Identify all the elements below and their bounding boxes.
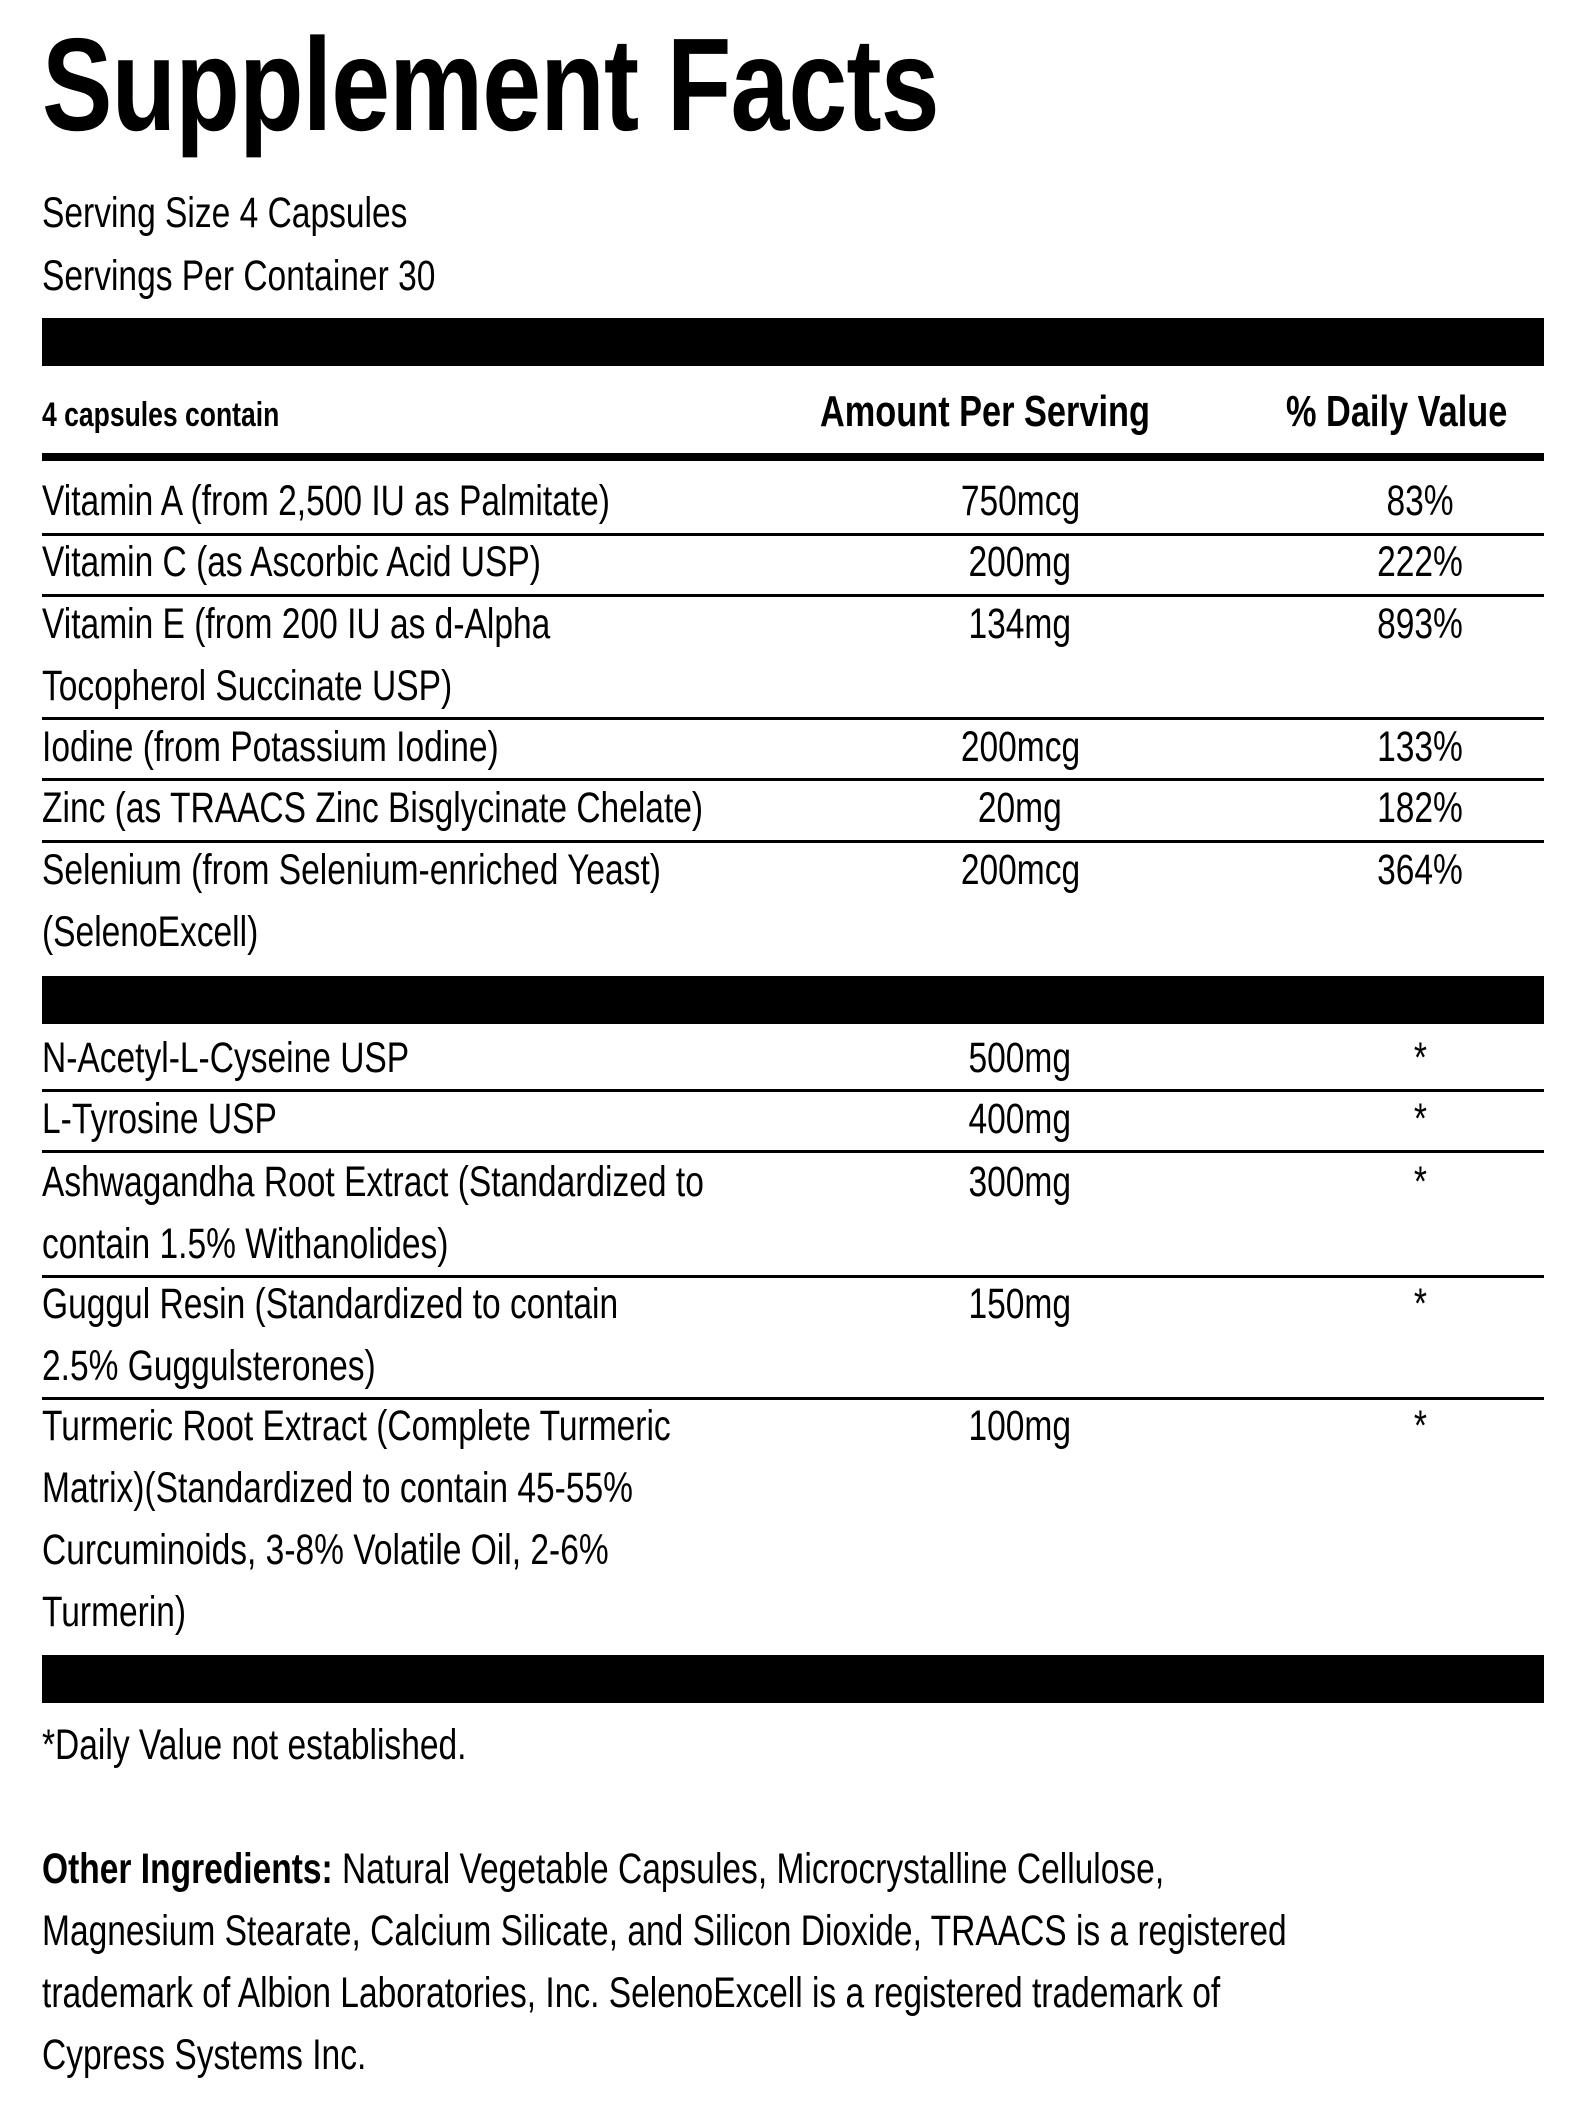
row-l-tyrosine-amount: [900, 1088, 1140, 1150]
dv-value: 222%: [1377, 538, 1463, 586]
row-nac-name: [42, 1027, 942, 1089]
dv-value: *: [1413, 1095, 1427, 1143]
row-iodine-amount: [900, 716, 1140, 778]
title-text: Supplement Facts: [42, 11, 939, 158]
amount-value: 750mcg: [960, 477, 1080, 525]
amount-value: 20mg: [978, 784, 1062, 832]
ingredient-name-line3: Curcuminoids, 3-8% Volatile Oil, 2-6%: [42, 1526, 609, 1574]
row-guggul-name: [42, 1273, 942, 1397]
row-guggul-amount: [900, 1273, 1140, 1335]
dv-value: *: [1413, 1034, 1427, 1082]
row-iodine-dv: [1320, 716, 1520, 778]
row-vitamin-a-name: [42, 470, 942, 532]
row-vitamin-e-amount: [900, 593, 1140, 655]
dv-value: 364%: [1377, 846, 1463, 894]
header-divider: [42, 453, 1544, 461]
row-zinc-name: [42, 777, 942, 839]
amount-value: 150mg: [968, 1280, 1072, 1328]
nutrient-name: Zinc (as TRAACS Zinc Bisglycinate Chelate): [42, 784, 704, 832]
other-ingredients-line2: Magnesium Stearate, Calcium Silicate, and Silicon Dioxide, TRAACS is a registered: [42, 1907, 1287, 1955]
row-turmeric-amount: [900, 1395, 1140, 1457]
dv-value: 83%: [1386, 477, 1454, 525]
amount-value: 400mg: [968, 1095, 1072, 1143]
row-ashwagandha-dv: [1320, 1151, 1520, 1213]
dv-value: *: [1413, 1158, 1427, 1206]
row-turmeric-dv: [1320, 1395, 1520, 1457]
ingredient-name-line1: Ashwagandha Root Extract (Standardized to: [42, 1158, 704, 1206]
row-l-tyrosine-name: [42, 1088, 942, 1150]
row-vitamin-c-name: [42, 531, 942, 593]
ingredient-name: L-Tyrosine USP: [42, 1095, 277, 1143]
other-ingredients-label: Other Ingredients:: [42, 1845, 333, 1893]
nutrient-name: Vitamin A (from 2,500 IU as Palmitate): [42, 477, 610, 525]
other-ingredients-line4: Cypress Systems Inc.: [42, 2031, 367, 2079]
row-selenium-amount: [900, 839, 1140, 901]
daily-value-footnote: [42, 1714, 586, 1776]
amount-value: 200mg: [968, 538, 1072, 586]
other-ingredients-text: Natural Vegetable Capsules, Microcrystalline Cellulose,: [332, 1845, 1165, 1893]
row-zinc-dv: [1320, 777, 1520, 839]
row-ashwagandha-amount: [900, 1151, 1140, 1213]
row-vitamin-c-dv: [1320, 531, 1520, 593]
ingredient-name-line2: contain 1.5% Withanolides): [42, 1220, 449, 1268]
amount-value: 500mg: [968, 1034, 1072, 1082]
nutrient-name-line1: Vitamin E (from 200 IU as d-Alpha: [42, 600, 551, 648]
nutrient-name: Vitamin C (as Ascorbic Acid USP): [42, 538, 541, 586]
dv-value: 182%: [1377, 784, 1463, 832]
header-col2-text: Amount Per Serving: [820, 387, 1150, 436]
footnote-text: *Daily Value not established.: [42, 1721, 467, 1769]
dv-value: 133%: [1377, 723, 1463, 771]
row-iodine-name: [42, 716, 942, 778]
row-zinc-amount: [900, 777, 1140, 839]
row-nac-amount: [900, 1027, 1140, 1089]
amount-value: 200mcg: [960, 846, 1080, 894]
dv-value: 893%: [1377, 600, 1463, 648]
ingredient-name-line2: 2.5% Guggulsterones): [42, 1342, 376, 1390]
header-servings-label: [42, 385, 346, 445]
dv-value: *: [1413, 1280, 1427, 1328]
row-selenium-dv: [1320, 839, 1520, 901]
nutrient-name-line2: Tocopherol Succinate USP): [42, 662, 453, 710]
divider-bar-middle: [42, 976, 1544, 1024]
amount-value: 300mg: [968, 1158, 1072, 1206]
serving-size-text: Serving Size 4 Capsules: [42, 189, 408, 237]
amount-value: 100mg: [968, 1402, 1072, 1450]
divider-bar-bottom: [42, 1655, 1544, 1703]
ingredient-name-line2: Matrix)(Standardized to contain 45-55%: [42, 1464, 633, 1512]
amount-value: 134mg: [968, 600, 1072, 648]
ingredient-name: N-Acetyl-L-Cyseine USP: [42, 1034, 410, 1082]
row-ashwagandha-name: [42, 1151, 942, 1275]
servings-per-container-text: Servings Per Container 30: [42, 252, 436, 300]
row-nac-dv: [1320, 1027, 1520, 1089]
row-guggul-dv: [1320, 1273, 1520, 1335]
serving-size: [42, 183, 510, 243]
header-col1-text: 4 capsules contain: [42, 396, 280, 434]
row-vitamin-a-amount: [900, 470, 1140, 532]
divider-bar-top: [42, 318, 1544, 366]
header-amount-per-serving: [820, 382, 1243, 442]
nutrient-name-line2: (SelenoExcell): [42, 908, 259, 956]
row-selenium-name: [42, 839, 942, 963]
ingredient-name-line1: Turmeric Root Extract (Complete Turmeric: [42, 1402, 671, 1450]
row-vitamin-e-dv: [1320, 593, 1520, 655]
header-daily-value: [1286, 382, 1570, 442]
row-vitamin-c-amount: [900, 531, 1140, 593]
dv-value: *: [1413, 1402, 1427, 1450]
ingredient-name-line1: Guggul Resin (Standardized to contain: [42, 1280, 619, 1328]
row-vitamin-e-name: [42, 593, 942, 717]
header-col3-text: % Daily Value: [1286, 387, 1508, 436]
row-turmeric-name: [42, 1395, 942, 1643]
row-l-tyrosine-dv: [1320, 1088, 1520, 1150]
ingredient-name-line4: Turmerin): [42, 1588, 187, 1636]
other-ingredients-line1: [42, 1838, 1164, 1900]
other-ingredients-line3: trademark of Albion Laboratories, Inc. SelenoExcell is a registered trademark of: [42, 1969, 1221, 2017]
page-title: [42, 10, 1163, 160]
other-ingredients: [42, 1838, 1596, 2086]
servings-per-container: [42, 246, 546, 306]
amount-value: 200mcg: [960, 723, 1080, 771]
row-vitamin-a-dv: [1320, 470, 1520, 532]
nutrient-name: Iodine (from Potassium Iodine): [42, 723, 499, 771]
nutrient-name-line1: Selenium (from Selenium-enriched Yeast): [42, 846, 661, 894]
